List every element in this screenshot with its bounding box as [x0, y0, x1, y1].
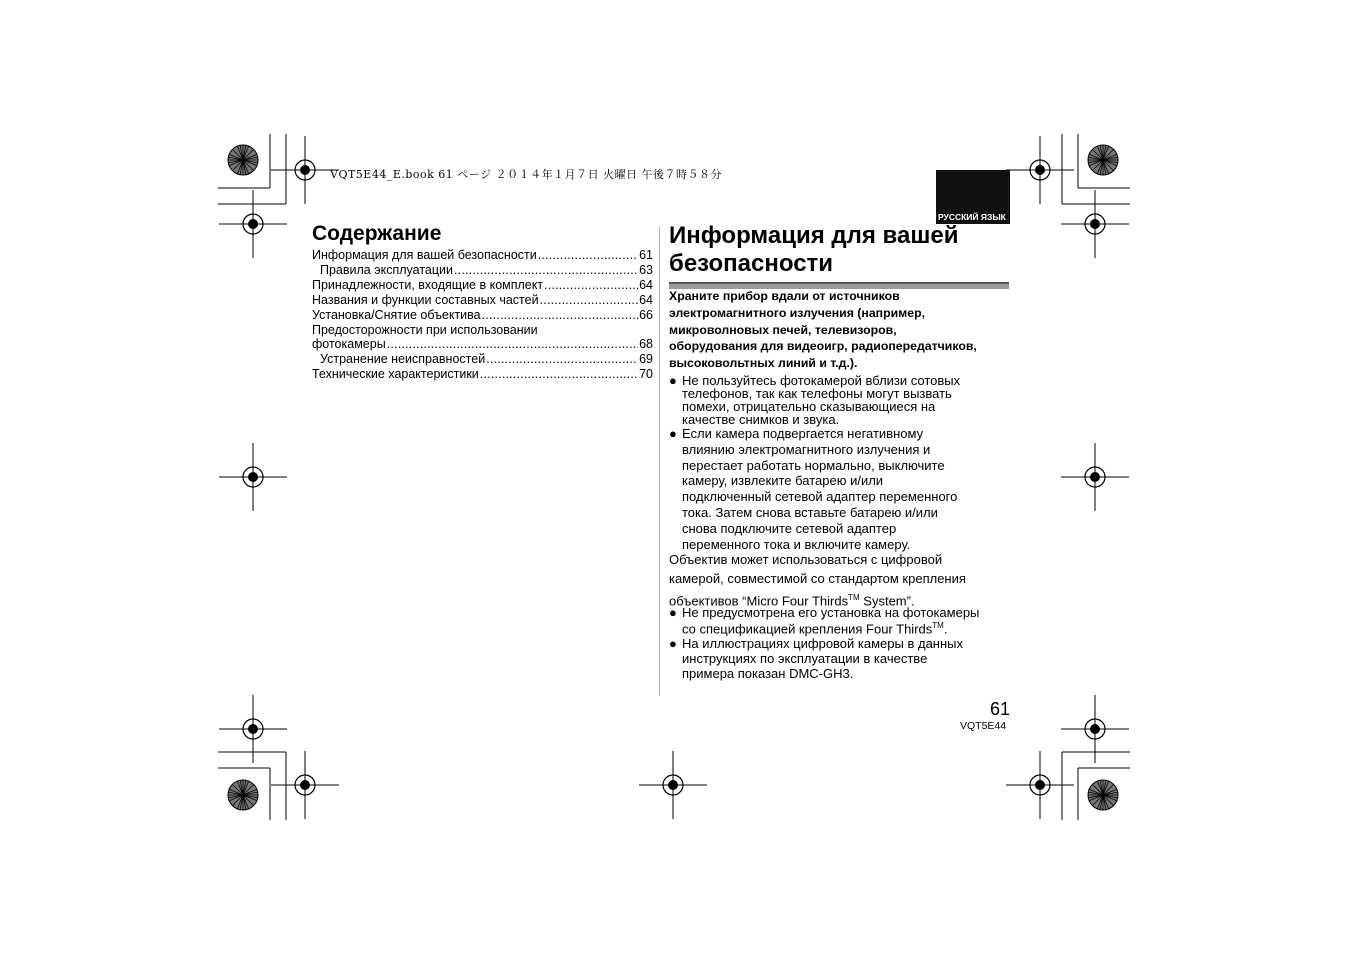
bullet-text: Не пользуйтесь фотокамерой вблизи сотовых телефонов, так как телефоны могут вызвать помехи, отрицательно сказывающиеся на качестве снимков и звука. [682, 373, 961, 427]
toc-entry: Информация для вашей безопасности ..... 61 [312, 248, 653, 263]
warning-line: оборудования для видеоигр, радиопередатчиков, [669, 339, 977, 354]
bullet-text: Если камера подвергается негативному влиянию электромагнитного излучения и перестает работать нормально, выключите камеру, извлеките батарею и/или подключенный сетевой адаптер переменного тока. Затем снова вставьте батарею и/или снова подключите сетевой адаптер переменного тока и включите камеру. [682, 426, 958, 552]
paragraph-line: Объектив может использоваться с цифровой [669, 552, 943, 567]
toc-entry: фотокамеры ..... 68 [312, 337, 653, 352]
section-title-line: безопасности [669, 250, 834, 277]
section-title [669, 222, 1009, 278]
bullet-icon: ● [669, 426, 677, 441]
warning-line: электромагнитного излучения (например, [669, 305, 926, 320]
toc-title: Содержание [312, 222, 442, 245]
page-number: 61 [990, 699, 1011, 719]
lens-paragraph [669, 550, 966, 610]
bullet-item [669, 426, 1014, 554]
bullet-item [669, 636, 1014, 680]
document-code: VQT5E44 [960, 720, 1007, 732]
toc-entry: Устранение неисправностей ..... 69 [312, 352, 653, 367]
toc-entry: Установка/Снятие объектива ..... 66 [312, 308, 653, 323]
column-divider [659, 226, 660, 696]
warning-line: микроволновых печей, телевизоров, [669, 322, 897, 337]
paragraph-line: камерой, совместимой со стандартом крепления [669, 571, 966, 586]
bullet-item [669, 606, 1014, 636]
paragraph-line: объективов “Micro Four Thirds™ System”. [669, 593, 915, 609]
bullet-icon: ● [669, 636, 677, 651]
file-header-line: VQT5E44_E.book 61 ページ ２０１４年１月７日 火曜日 午後７時５８分 [330, 168, 723, 181]
bullet-text: На иллюстрациях цифровой камеры в данных инструкциях по эксплуатации в качестве примера показан DMC-GH3. [682, 636, 964, 681]
bullet-item [669, 374, 1014, 426]
language-tab-label: РУССКИЙ ЯЗЫК [938, 212, 1006, 222]
section-title-line: Информация для вашей [669, 222, 959, 249]
toc-entry: Названия и функции составных частей ..... 64 [312, 293, 653, 308]
bullet-icon: ● [669, 373, 677, 388]
toc-entry: Принадлежности, входящие в комплект ..... 64 [312, 278, 653, 293]
toc-entry: Предосторожности при использовании [312, 322, 538, 337]
bullet-text: Не предусмотрена его установка на фотокамеры со спецификацией крепления Four Thirds™. [682, 605, 980, 637]
warning-paragraph [669, 288, 1014, 372]
toc-entry: Правила эксплуатации ..... 63 [312, 263, 653, 278]
toc-list [312, 248, 653, 382]
title-underline-rule [669, 282, 1009, 284]
toc-entry: Технические характеристики ..... 70 [312, 367, 653, 382]
warning-line: Храните прибор вдали от источников [669, 289, 900, 303]
bullet-icon: ● [669, 605, 677, 620]
language-tab [936, 170, 1010, 224]
warning-line: высоковольтных линий и т.д.). [669, 356, 858, 371]
